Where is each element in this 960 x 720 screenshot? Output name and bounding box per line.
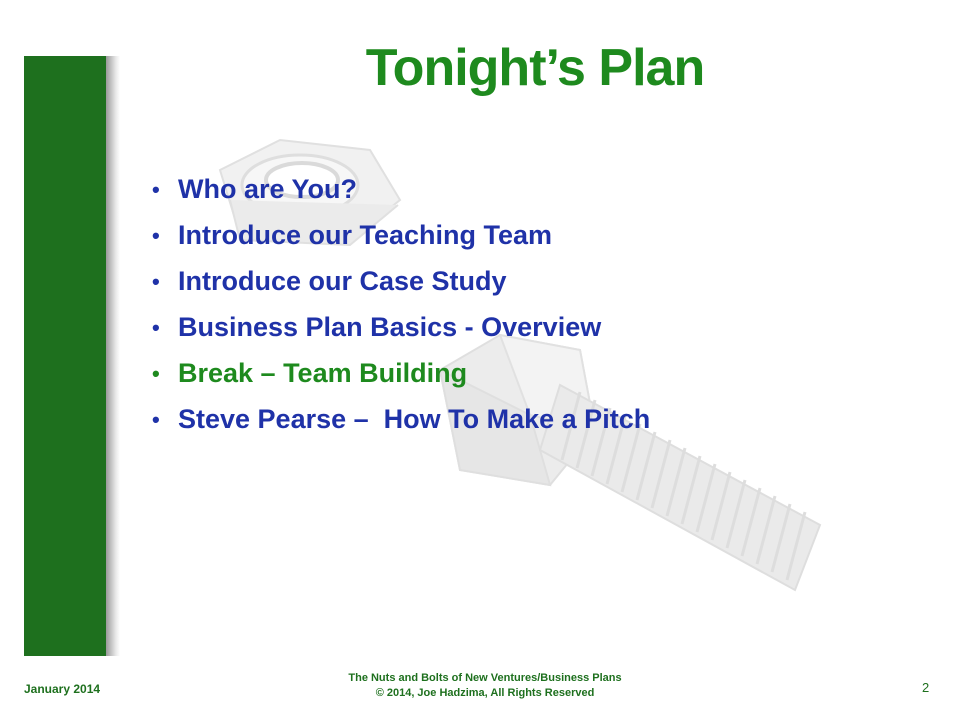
agenda-item-label: Who are You?	[178, 174, 358, 204]
agenda-item-label: Business Plan Basics - Overview	[178, 312, 602, 342]
footer-copyright: © 2014, Joe Hadzima, All Rights Reserved	[375, 687, 595, 699]
bullet-icon: •	[152, 315, 160, 340]
bullet-icon: •	[152, 177, 160, 202]
agenda-item-label: Break – Team Building	[178, 358, 468, 388]
agenda-item-label: Introduce our Teaching Team	[178, 220, 553, 250]
bullet-icon: •	[152, 269, 160, 294]
agenda-item	[152, 312, 650, 358]
agenda-item	[152, 220, 650, 266]
sidebar-shadow	[106, 56, 120, 656]
agenda-item	[152, 358, 650, 404]
bullet-icon: •	[152, 223, 160, 248]
page-number: 2	[922, 680, 930, 695]
bullet-icon: •	[152, 361, 160, 386]
agenda-item-label: Introduce our Case Study	[178, 266, 507, 296]
agenda-item	[152, 404, 650, 450]
slide-title: Tonight’s Plan	[365, 39, 705, 97]
agenda-item-label: Steve Pearse – How To Make a Pitch	[178, 404, 651, 434]
footer-date: January 2014	[24, 682, 101, 696]
sidebar-green-bar	[24, 56, 108, 656]
agenda-item	[152, 174, 650, 220]
bullet-icon: •	[152, 407, 160, 432]
footer-course-info	[320, 671, 650, 701]
footer-course-line: The Nuts and Bolts of New Ventures/Business Plans	[348, 672, 622, 684]
agenda-list	[152, 174, 650, 450]
agenda-item	[152, 266, 650, 312]
